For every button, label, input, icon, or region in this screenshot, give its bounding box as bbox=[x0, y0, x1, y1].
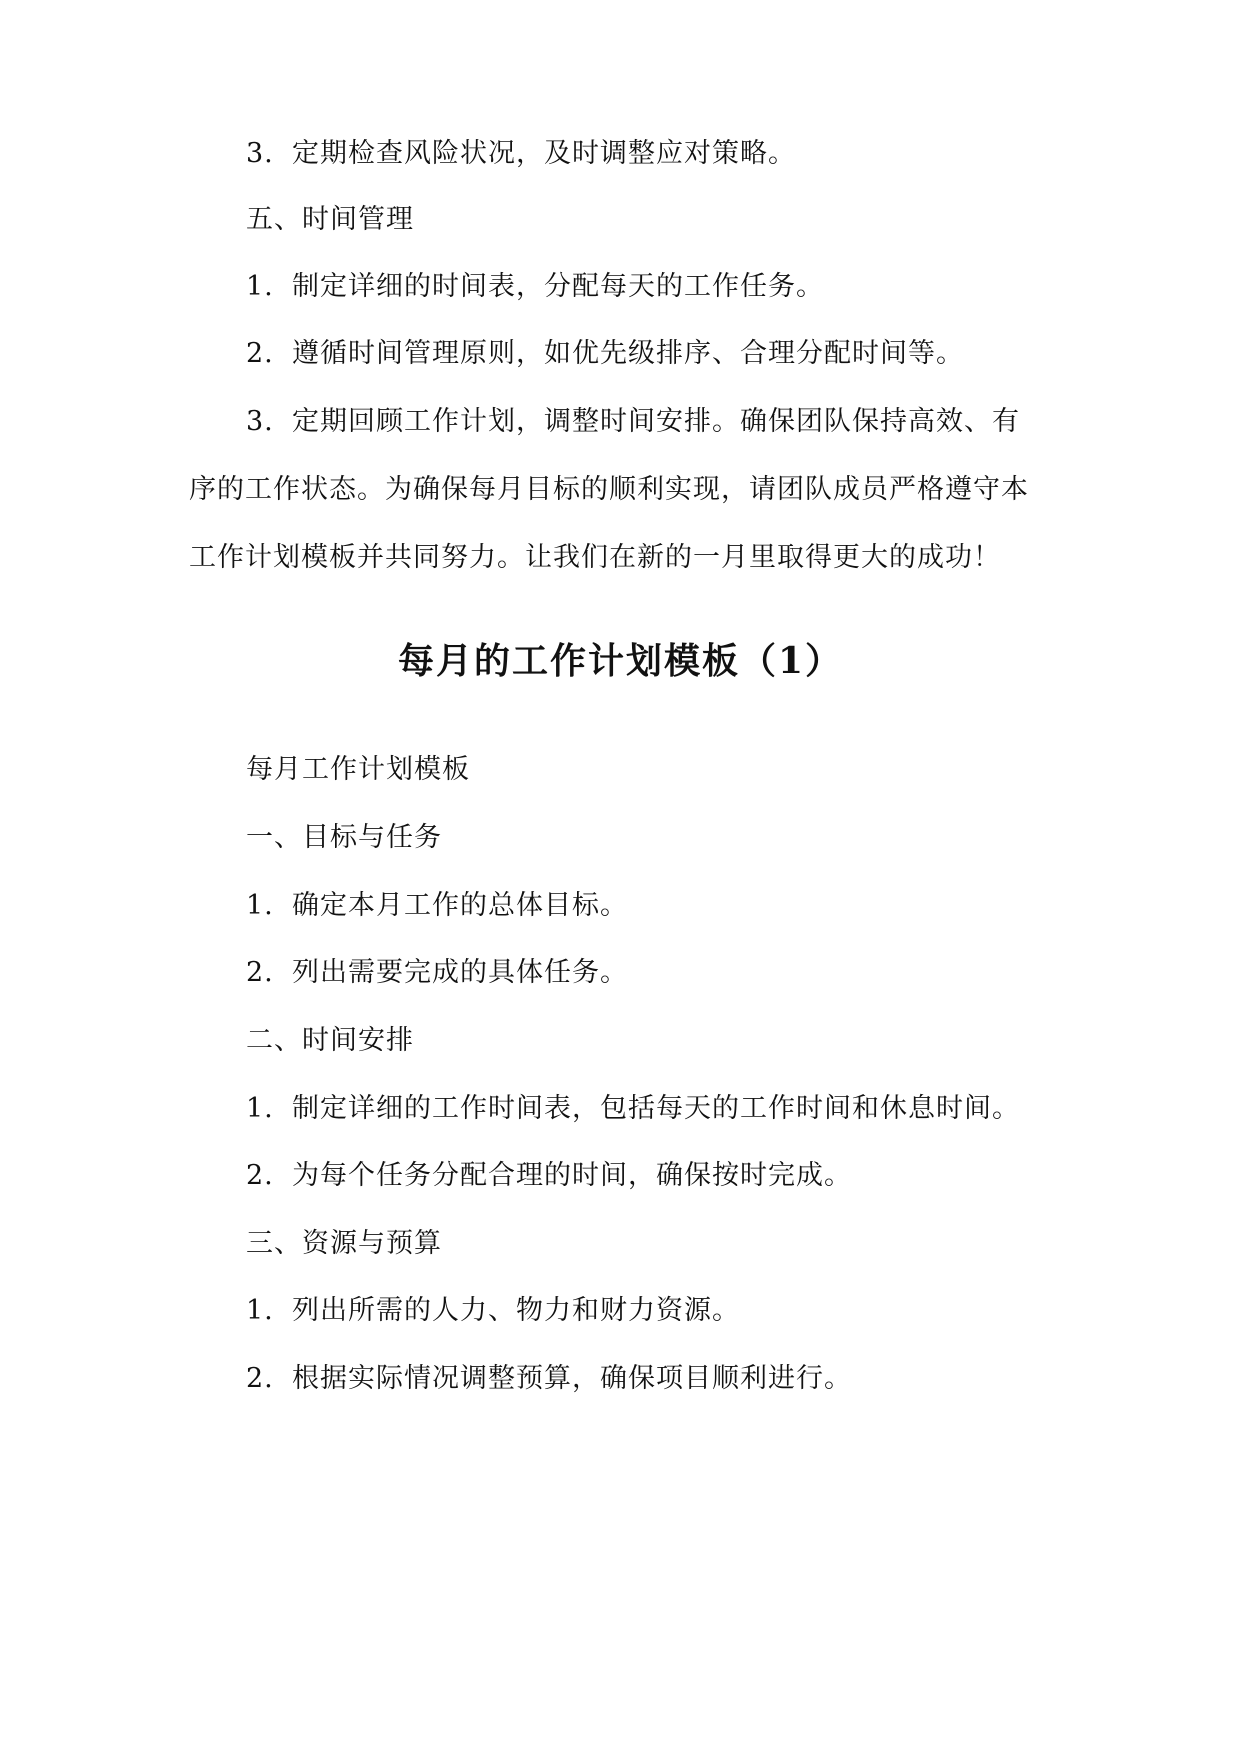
subtitle: 每月工作计划模板 bbox=[246, 754, 470, 785]
list-text: 列出所需的人力、物力和财力资源。 bbox=[292, 1295, 740, 1326]
section-heading: 三、资源与预算 bbox=[246, 1228, 442, 1259]
list-text: 列出需要完成的具体任务。 bbox=[292, 957, 628, 988]
list-text: 定期回顾工作计划，调整时间安排。确保团队保持高效、有 bbox=[292, 406, 1020, 437]
list-number: 3. bbox=[246, 138, 274, 169]
paragraph-line: 序的工作状态。为确保每月目标的顺利实现，请团队成员严格遵守本 bbox=[189, 474, 1029, 505]
section-heading: 一、目标与任务 bbox=[246, 822, 442, 853]
list-item bbox=[246, 267, 824, 307]
list-number: 2. bbox=[246, 1160, 274, 1191]
list-text: 定期检查风险状况，及时调整应对策略。 bbox=[292, 138, 796, 169]
list-item bbox=[246, 953, 628, 993]
list-text: 根据实际情况调整预算，确保项目顺利进行。 bbox=[292, 1363, 852, 1394]
list-text: 制定详细的时间表，分配每天的工作任务。 bbox=[292, 271, 824, 302]
list-number: 3. bbox=[246, 406, 274, 437]
list-item bbox=[246, 1359, 852, 1399]
list-number: 2. bbox=[246, 338, 274, 369]
section-heading: 二、时间安排 bbox=[246, 1025, 414, 1056]
list-item bbox=[246, 402, 1020, 442]
section-heading: 五、时间管理 bbox=[246, 204, 414, 235]
list-number: 1. bbox=[246, 271, 274, 302]
list-number: 1. bbox=[246, 890, 274, 921]
paragraph-line: 工作计划模板并共同努力。让我们在新的一月里取得更大的成功！ bbox=[189, 542, 1001, 573]
list-item bbox=[246, 334, 964, 374]
list-item bbox=[246, 1291, 740, 1331]
list-text: 为每个任务分配合理的时间，确保按时完成。 bbox=[292, 1160, 852, 1191]
list-item bbox=[246, 134, 796, 174]
list-number: 1. bbox=[246, 1093, 274, 1124]
list-number: 2. bbox=[246, 1363, 274, 1394]
list-number: 1. bbox=[246, 1295, 274, 1326]
list-text: 确定本月工作的总体目标。 bbox=[292, 890, 628, 921]
list-item bbox=[246, 1089, 1020, 1129]
list-number: 2. bbox=[246, 957, 274, 988]
list-item bbox=[246, 1156, 852, 1196]
document-title: 每月的工作计划模板（1） bbox=[397, 640, 844, 682]
list-text: 遵循时间管理原则，如优先级排序、合理分配时间等。 bbox=[292, 338, 964, 369]
list-text: 制定详细的工作时间表，包括每天的工作时间和休息时间。 bbox=[292, 1093, 1020, 1124]
list-item bbox=[246, 886, 628, 926]
